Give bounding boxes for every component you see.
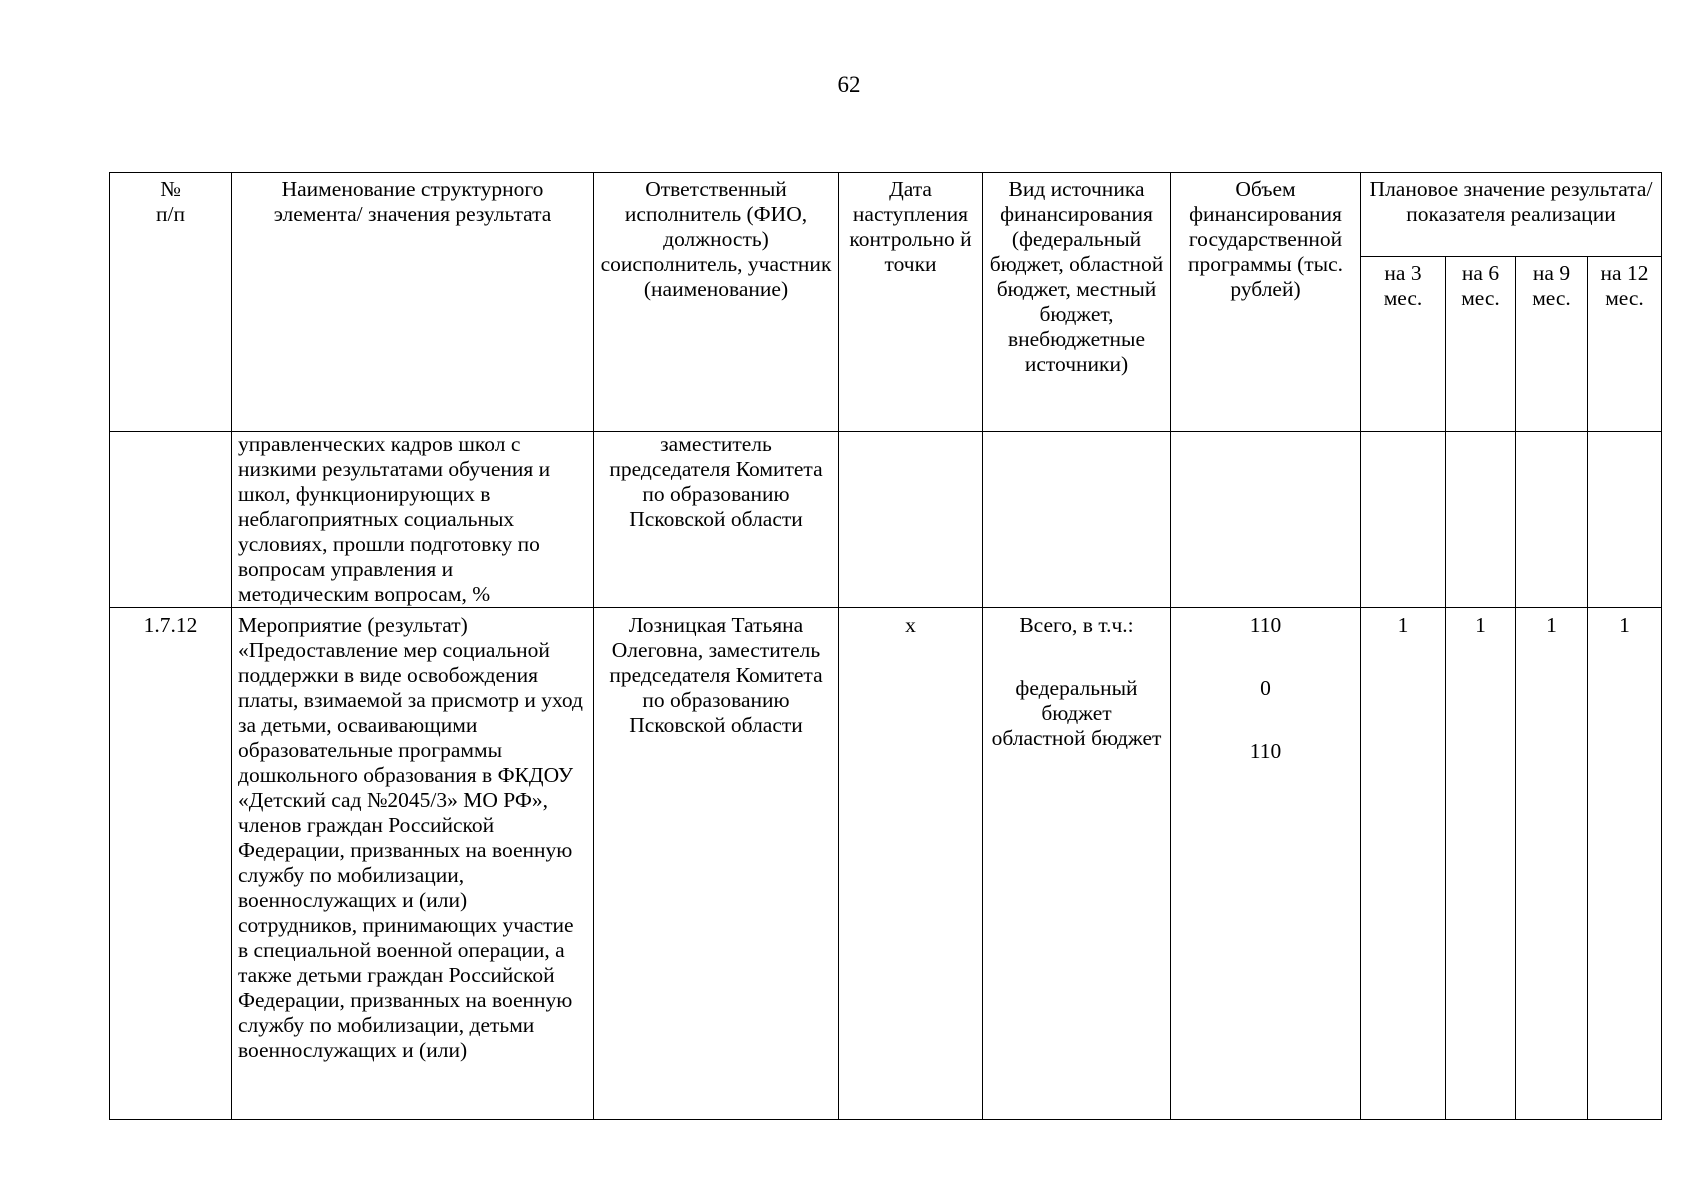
row-name: Мероприятие (результат) «Предоставление мер социальной поддержки в виде освобождения платы, взимаемой за присмотр и уход за детьми, осваивающими образовательные программы дошкольного образования в ФКДОУ «Детский сад №2045/3» МО РФ», членов граждан Российской Федерации, призванных на военную службу по мобилизации, военнослужащих и (или) сотрудников, принимающих участие в специальной военной операции, а также детьми граждан Российской Федерации, призванных на военную службу по мобилизации, детьми военнослужащих и (или) [232,608,594,1120]
row-m12 [1588,432,1662,608]
source-regional: областной бюджет [991,726,1162,750]
header-m6: на 6 мес. [1446,257,1516,432]
header-m3: на 3 мес. [1361,257,1446,432]
header-date: Дата наступления контрольно й точки [839,173,983,432]
table-row [110,432,1662,608]
row-m3 [1361,432,1446,608]
header-volume: Объем финансирования государственной программы (тыс. рублей) [1171,173,1361,432]
source-federal: федеральный бюджет [1015,676,1138,725]
volume-federal: 0 [1260,676,1271,700]
row-volume [1171,608,1361,1120]
volume-total: 110 [1249,613,1282,637]
header-plan: Плановое значение результата/показателя реализации [1361,173,1662,257]
source-total: Всего, в т.ч.: [1019,613,1134,637]
header-name: Наименование структурного элемента/ значения результата [232,173,594,432]
row-num [110,432,232,608]
row-source [983,608,1171,1120]
row-name: управленческих кадров школ с низкими результатами обучения и школ, функционирующих в неблагоприятных социальных условиях, прошли подготовку по вопросам управления и методическим вопросам, % [232,432,594,608]
header-responsible: Ответственный исполнитель (ФИО, должность) соисполнитель, участник (наименование) [594,173,839,432]
row-date [839,432,983,608]
row-date: х [839,608,983,1120]
header-num: № п/п [110,173,232,432]
row-m3: 1 [1361,608,1446,1120]
header-m9: на 9 мес. [1516,257,1588,432]
page-number: 62 [837,72,861,97]
volume-regional: 110 [1249,739,1282,763]
row-responsible: заместитель председателя Комитета по образованию Псковской области [594,432,839,608]
header-row [110,173,1662,257]
row-num: 1.7.12 [110,608,232,1120]
row-m9: 1 [1516,608,1588,1120]
row-m9 [1516,432,1588,608]
row-m6 [1446,432,1516,608]
header-source: Вид источника финансирования (федеральный бюджет, областной бюджет, местный бюджет, внебюджетные источники) [983,173,1171,432]
program-table [109,172,1662,1120]
row-responsible: Лозницкая Татьяна Олеговна, заместитель председателя Комитета по образованию Псковской области [594,608,839,1120]
row-m6: 1 [1446,608,1516,1120]
row-m12: 1 [1588,608,1662,1120]
row-volume [1171,432,1361,608]
header-m12: на 12 мес. [1588,257,1662,432]
table-row [110,608,1662,1120]
row-source [983,432,1171,608]
